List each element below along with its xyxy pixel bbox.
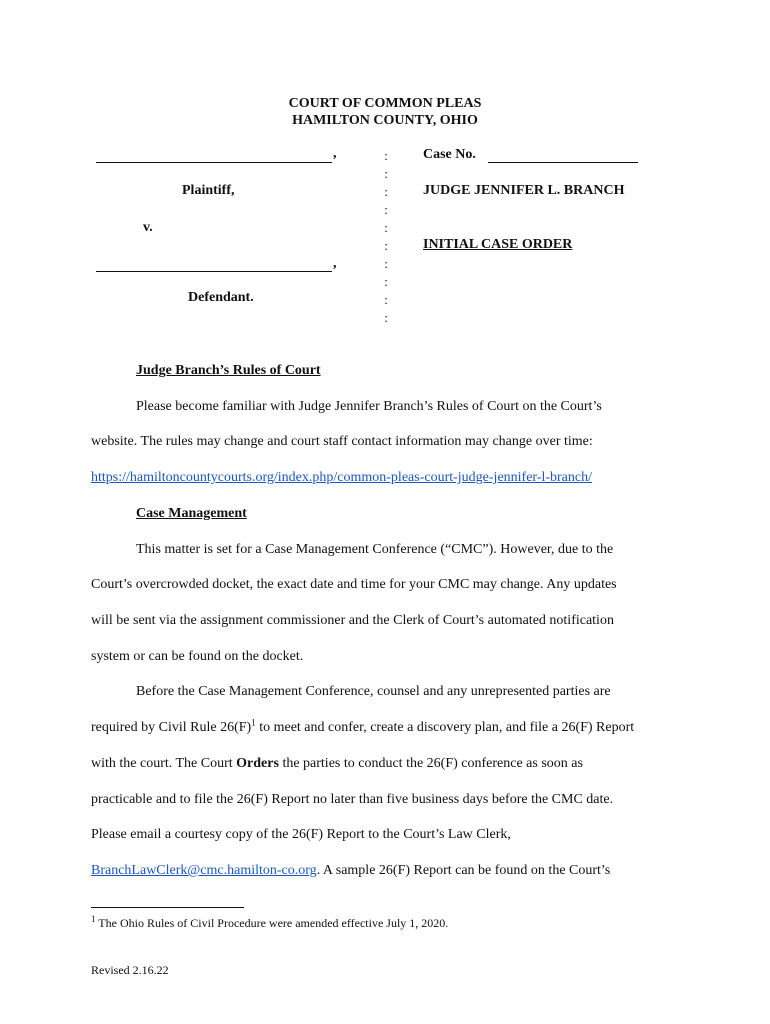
conference-text-line (91, 862, 610, 880)
rules-url-link[interactable]: https://hamiltoncountycourts.org/index.php/common-pleas-court-judge-jennifer-l-branch/ (91, 470, 592, 485)
caption-colon: : (384, 256, 388, 271)
cmc-text-line: system or can be found on the docket. (91, 649, 304, 664)
case-management-heading: Case Management (136, 506, 247, 521)
conference-text-segment: the parties to conduct the 26(F) conference as soon as (278, 756, 583, 771)
rules-heading: Judge Branch’s Rules of Court (136, 363, 321, 378)
caption-colon: : (384, 274, 388, 289)
conference-text-segment: . A sample 26(F) Report can be found on the Court’s (316, 863, 611, 878)
footnote-separator (91, 907, 244, 908)
footnote (91, 916, 448, 931)
caption-colon: : (384, 220, 388, 235)
footnote-text: The Ohio Rules of Civil Procedure were amended effective July 1, 2020. (95, 916, 449, 930)
defendant-label: Defendant. (188, 290, 254, 305)
defendant-name-line (96, 271, 332, 272)
defendant-comma: , (333, 256, 337, 271)
rules-text-line: Please become familiar with Judge Jennifer Branch’s Rules of Court on the Court’s (136, 399, 602, 414)
cmc-text-line: will be sent via the assignment commissioner and the Clerk of Court’s automated notification (91, 613, 614, 628)
revision-date: Revised 2.16.22 (91, 963, 169, 977)
caption-colon: : (384, 238, 388, 253)
footnote-reference: 1 (251, 717, 256, 728)
law-clerk-email-link[interactable]: BranchLawClerk@cmc.hamilton-co.org (91, 863, 317, 878)
caption-colon: : (384, 184, 388, 199)
plaintiff-label: Plaintiff, (182, 183, 235, 198)
versus-label: v. (143, 220, 153, 235)
conference-text-line: practicable and to file the 26(F) Report no later than five business days before the CMC date. (91, 792, 614, 807)
order-title: INITIAL CASE ORDER (423, 237, 573, 252)
conference-text-line: Please email a courtesy copy of the 26(F) Report to the Court’s Law Clerk, (91, 827, 511, 842)
conference-text-segment: with the court. The Court (91, 756, 237, 771)
caption-colon: : (384, 292, 388, 307)
case-number-label: Case No. (423, 147, 476, 162)
judge-name: JUDGE JENNIFER L. BRANCH (423, 183, 625, 198)
conference-text-line (91, 755, 583, 773)
cmc-text-line: This matter is set for a Case Management Conference (“CMC”). However, due to the (136, 542, 614, 557)
case-number-line (488, 162, 638, 163)
conference-text-segment: to meet and confer, create a discovery plan, and file a 26(F) Report (255, 720, 635, 735)
caption-colon: : (384, 202, 388, 217)
plaintiff-name-line (96, 162, 332, 163)
footnote-marker: 1 (91, 914, 96, 924)
caption-colon: : (384, 310, 388, 325)
conference-text-line: Before the Case Management Conference, counsel and any unrepresented parties are (136, 684, 611, 699)
cmc-text-line: Court’s overcrowded docket, the exact date and time for your CMC may change. Any updates (91, 577, 617, 592)
orders-emphasis: Orders (236, 756, 279, 771)
conference-text-segment: required by Civil Rule 26(F) (91, 720, 252, 735)
caption-colon: : (384, 166, 388, 181)
rules-text-line: website. The rules may change and court staff contact information may change over time: (91, 434, 593, 449)
plaintiff-comma: , (333, 146, 337, 161)
caption-colon: : (384, 148, 388, 163)
conference-text-line (91, 719, 634, 737)
court-county: HAMILTON COUNTY, OHIO (292, 113, 478, 128)
court-name: COURT OF COMMON PLEAS (288, 96, 482, 111)
